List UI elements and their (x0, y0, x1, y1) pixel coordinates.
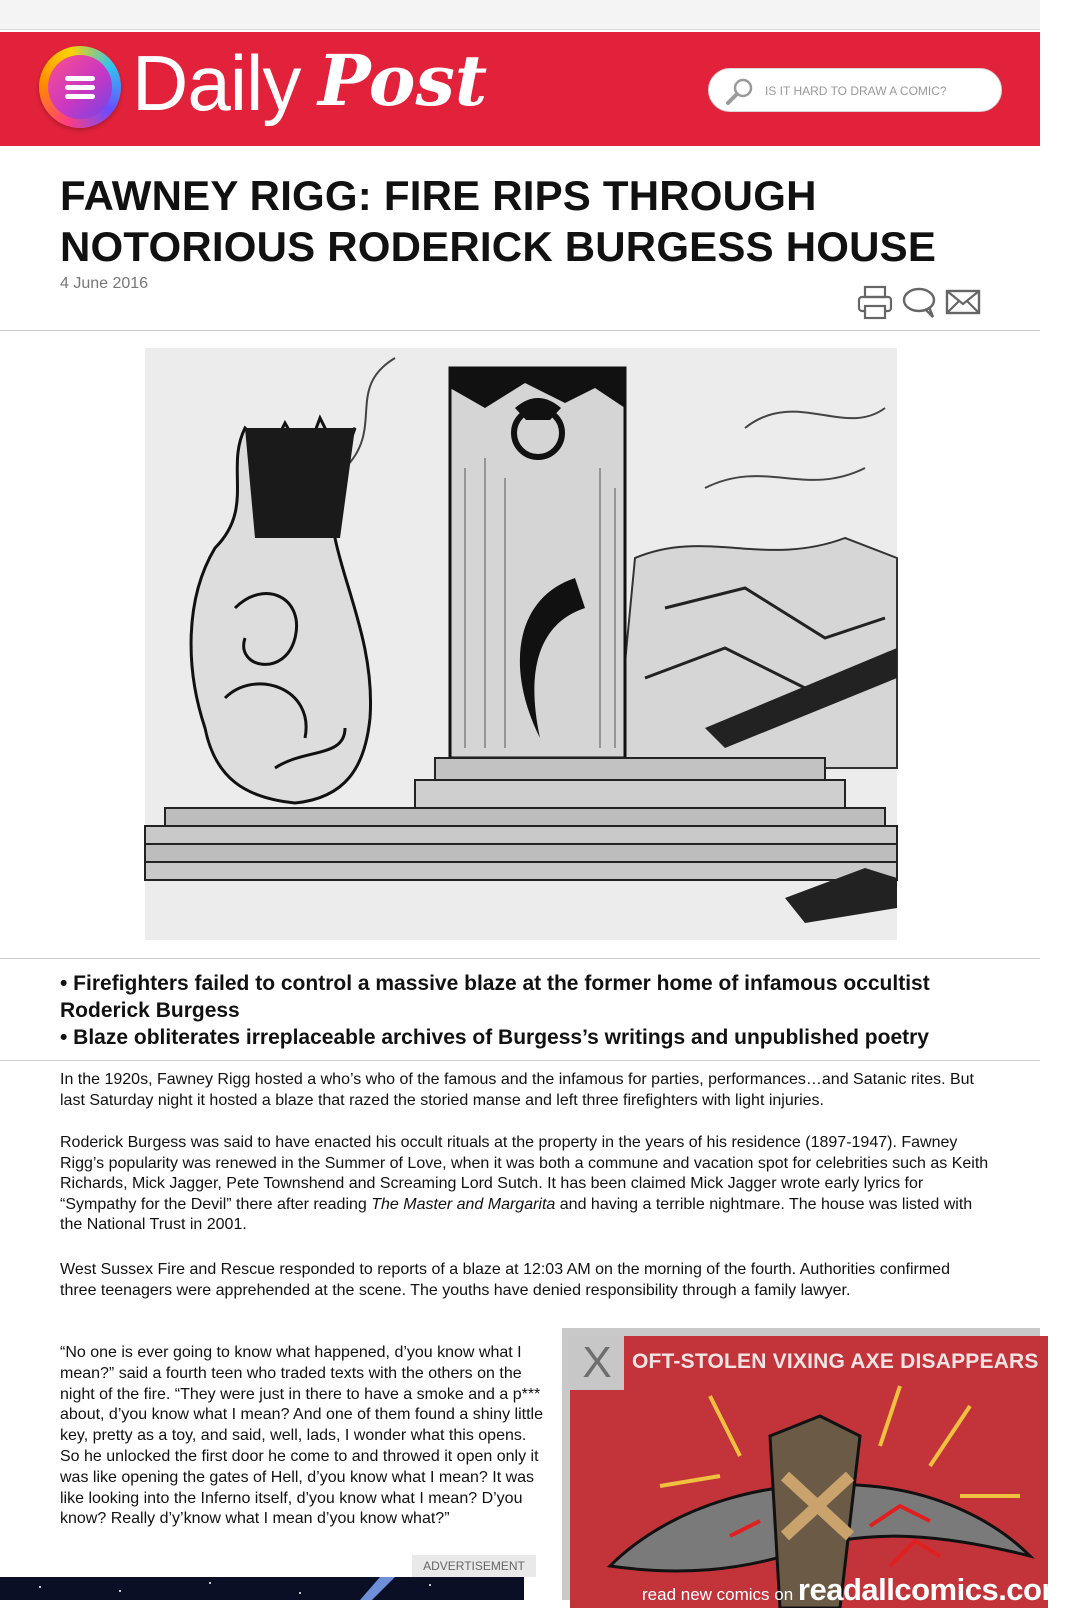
article-paragraph: In the 1920s, Fawney Rigg hosted a who’s who of the famous and the infamous for parties, performances…and Satanic rites. But last Saturday night it hosted a blaze that razed the storied manse and left three firefighters with light injuries. (60, 1071, 974, 1109)
divider (0, 958, 1040, 959)
headline-line-1: FAWNEY RIGG: FIRE RIPS THROUGH (60, 172, 817, 219)
divider (0, 1060, 1040, 1061)
close-button[interactable]: X (570, 1336, 624, 1390)
search-icon[interactable] (725, 77, 755, 107)
article-headline (60, 170, 1000, 272)
summary-bullet: • Firefighters failed to control a massive blaze at the former home of infamous occultist Roderick Burgess (60, 972, 930, 1022)
advertisement-label: ADVERTISEMENT (412, 1555, 536, 1577)
logo-post[interactable]: Post (318, 39, 488, 122)
promo-footer[interactable] (642, 1572, 1069, 1608)
menu-button[interactable] (39, 46, 121, 128)
comment-icon[interactable] (900, 285, 938, 321)
advertisement-banner[interactable] (0, 1577, 524, 1600)
article-summary (60, 970, 1000, 1051)
book-title: The Master and Margarita (371, 1195, 556, 1213)
headline-line-2: NOTORIOUS RODERICK BURGESS HOUSE (60, 223, 937, 270)
menu-icon-bar (65, 85, 95, 90)
browser-top-bar (0, 0, 1040, 30)
promo-footer-link[interactable]: readallcomics.com (797, 1572, 1069, 1607)
promo-popup[interactable] (562, 1328, 1069, 1607)
logo-daily[interactable]: Daily (132, 39, 301, 127)
mail-icon[interactable] (944, 285, 982, 321)
menu-icon-bar (65, 76, 95, 81)
promo-axe-art (570, 1336, 1048, 1608)
promo-title: OFT-STOLEN VIXING AXE DISAPPEARS (632, 1350, 1039, 1373)
article-illustration (145, 348, 897, 940)
summary-bullet: • Blaze obliterates irreplaceable archives of Burgess’s writings and unpublished poetry (60, 1026, 929, 1049)
article-quote: “No one is ever going to know what happened, d’you know what I mean?” said a fourth teen who traded texts with the others on the night of the fire. “They were just in there to have a smoke and a p*** about, d’you know what I mean? And one of them found a shiny little key, pretty as a toy, and said, well, lads, I wonder what this opens. So he unlocked the first door he come to and throwed it open only it was like opening the gates of Hell, d’you know what I mean? It was like looking into the Inferno itself, d’you know what I mean? D’you know? Really d’y’know what I mean d’you know what?” (60, 1344, 543, 1528)
divider (0, 330, 1040, 331)
search-input[interactable] (765, 77, 991, 105)
menu-icon-bar (65, 94, 95, 99)
article-paragraph: Roderick Burgess was said to have enacted his occult rituals at the property in the years of his residence (1897-1947). Fawney Rigg’s popularity was renewed in the Summer of Love, when it was both a commune and vacation spot for celebrities such as Keith Richards, Mick Jagger, Pete Townshend and Screaming Lord Sutch. It has been claimed Mick Jagger wrote early lyrics for “Sympathy for the Devil” there after reading The Master and Margarita and having a terrible nightmare. The house was listed with the National Trust in 2001. (60, 1134, 989, 1233)
promo-footer-text: read new comics on (642, 1585, 798, 1604)
promo-panel[interactable] (570, 1336, 1069, 1608)
article-tools (856, 285, 986, 321)
search-box[interactable] (708, 68, 1002, 112)
article-paragraph: West Sussex Fire and Rescue responded to reports of a blaze at 12:03 AM on the morning of the fourth. Authorities confirmed three teenagers were apprehended at the scene. The youths have denied responsibility through a family lawyer. (60, 1261, 950, 1299)
article-date: 4 June 2016 (60, 275, 149, 292)
site-header (0, 32, 1040, 146)
print-icon[interactable] (856, 285, 894, 321)
advertisement-image (0, 1577, 524, 1600)
